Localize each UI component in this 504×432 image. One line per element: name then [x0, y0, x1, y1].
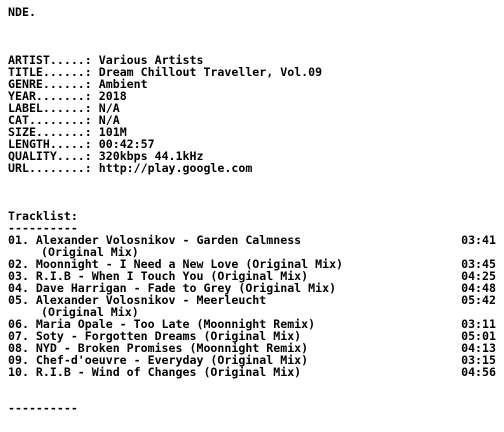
- track-row: 03. R.I.B - When I Touch You (Original Mix) 04:25: [8, 269, 496, 283]
- track-row: 05. Alexander Volosnikov - Meerleucht 05:42: [8, 293, 496, 307]
- track-row: 01. Alexander Volosnikov - Garden Calmness 03:41: [8, 233, 496, 247]
- track-duration: 04:48: [461, 281, 496, 295]
- track-row: 07. Soty - Forgotten Dreams (Original Mix) 05:01: [8, 329, 496, 343]
- track-duration: 03:15: [461, 353, 496, 367]
- track-duration: 04:25: [461, 269, 496, 283]
- info-row-title: TITLE......: Dream Chillout Traveller, Vol.09: [8, 65, 323, 79]
- track-duration: 04:56: [461, 365, 496, 379]
- info-row-length: LENGTH.....: 00:42:57: [8, 137, 155, 151]
- track-duration: 04:13: [461, 341, 496, 355]
- info-row-url: URL........: http://play.google.com: [8, 161, 253, 175]
- track-duration: 03:45: [461, 257, 496, 271]
- track-duration: 03:41: [461, 233, 496, 247]
- track-row: 04. Dave Harrigan - Fade to Grey (Original Mix) 04:48: [8, 281, 496, 295]
- tracklist-heading: Tracklist:: [8, 209, 78, 223]
- track-duration: 05:42: [461, 293, 496, 307]
- track-row: 06. Maria Opale - Too Late (Moonnight Remix) 03:11: [8, 317, 496, 331]
- track-row: 08. NYD - Broken Promises (Moonnight Remix) 04:13: [8, 341, 496, 355]
- track-row: 10. R.I.B - Wind of Changes (Original Mix) 04:56: [8, 365, 496, 379]
- nfo-document: [8, 6, 496, 414]
- info-row-artist: ARTIST.....: Various Artists: [8, 53, 204, 67]
- track-row-continuation: (Original Mix): [41, 245, 139, 259]
- track-row-continuation: (Original Mix): [41, 305, 139, 319]
- tracklist: [8, 234, 496, 378]
- info-row-genre: GENRE......: Ambient: [8, 77, 148, 91]
- info-row-size: SIZE.......: 101M: [8, 125, 127, 139]
- track-duration: 03:11: [461, 317, 496, 331]
- info-row-label: LABEL......: N/A: [8, 101, 120, 115]
- info-row-year: YEAR.......: 2018: [8, 89, 127, 103]
- track-row: 02. Moonnight - I Need a New Love (Original Mix) 03:45: [8, 257, 496, 271]
- footer-divider: ----------: [8, 401, 78, 415]
- tracklist-underline: ----------: [8, 221, 78, 235]
- info-block: [8, 54, 496, 174]
- track-duration: 05:01: [461, 329, 496, 343]
- info-row-cat: CAT........: N/A: [8, 113, 120, 127]
- track-row: 09. Chef-d'oeuvre - Everyday (Original Mix) 03:15: [8, 353, 496, 367]
- release-group-tag: NDE.: [8, 5, 36, 19]
- info-row-quality: QUALITY....: 320kbps 44.1kHz: [8, 149, 204, 163]
